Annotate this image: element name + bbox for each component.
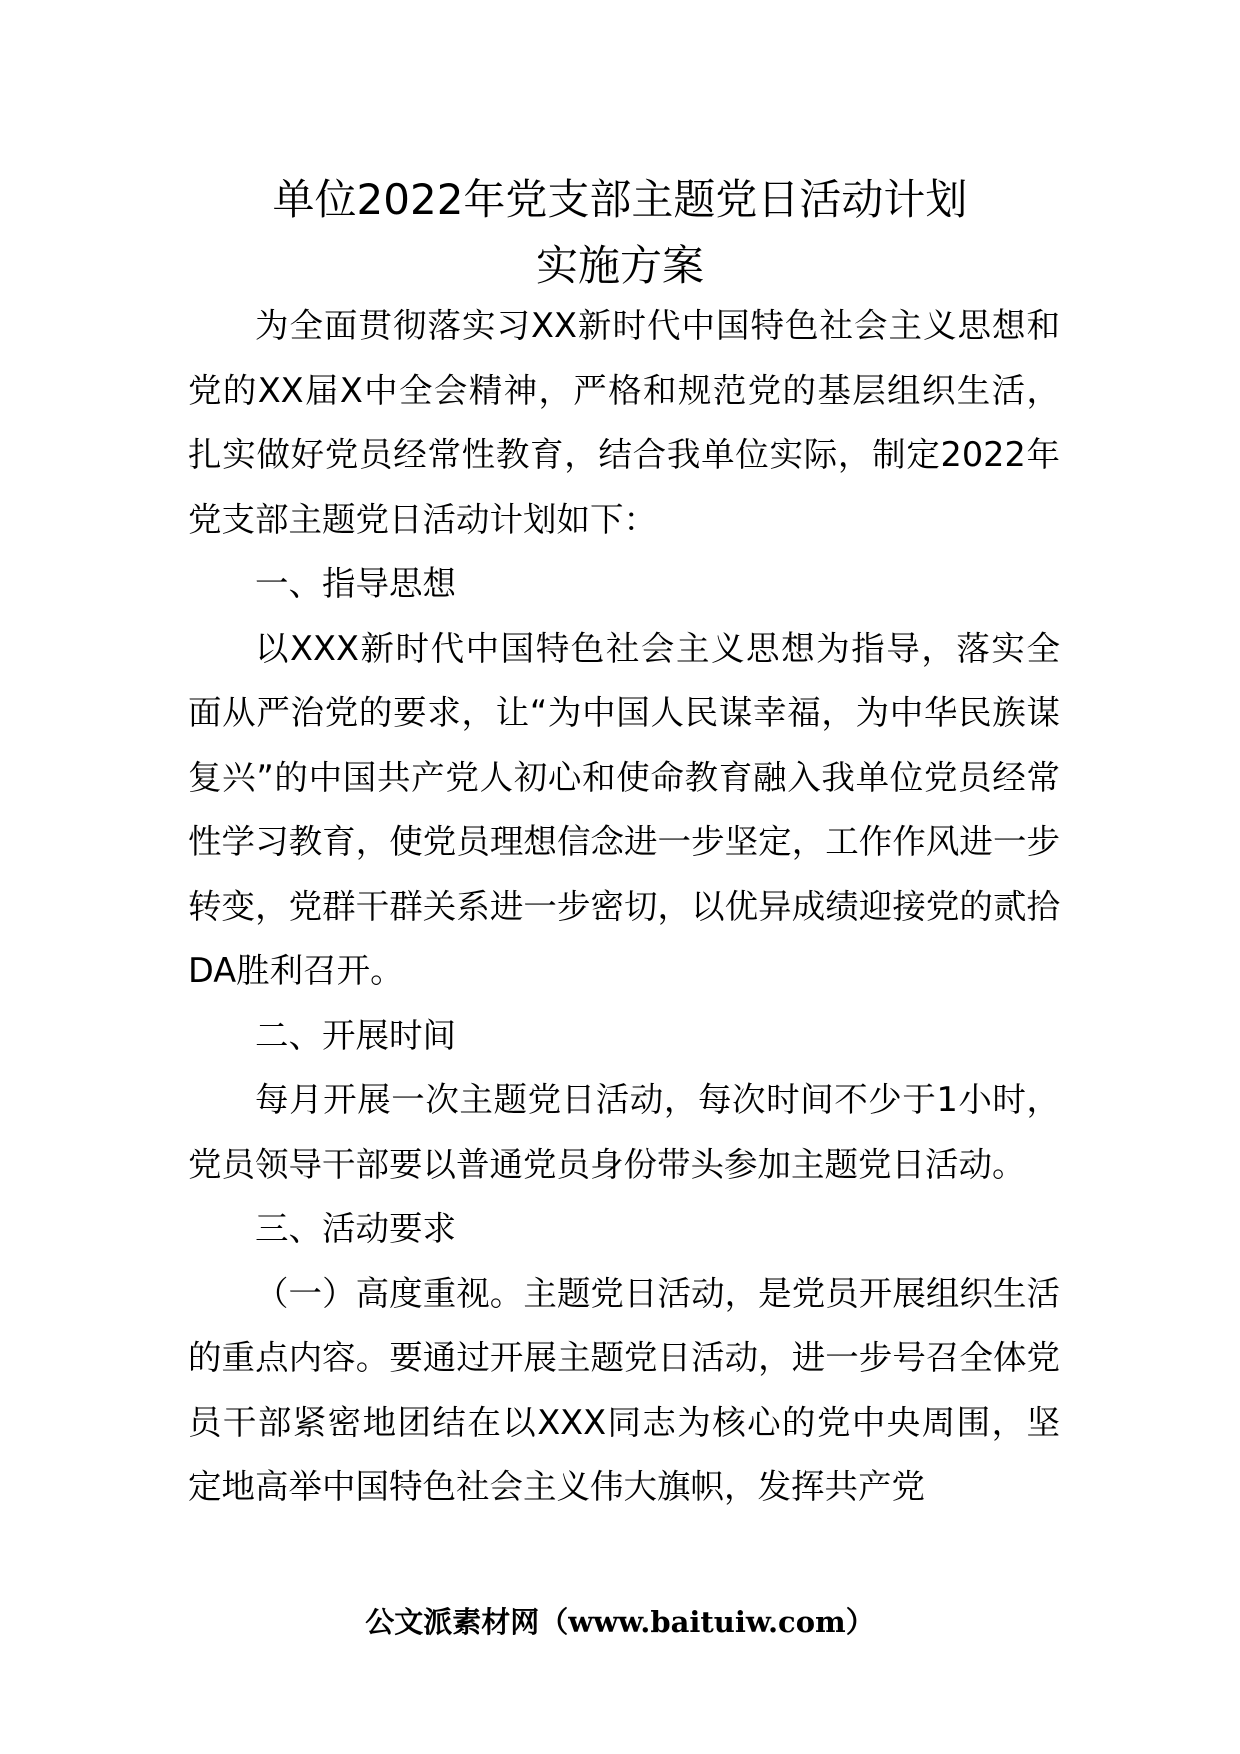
document-title-line-2: 实施方案	[535, 241, 704, 290]
section-heading-schedule: 二、开展时间	[255, 1015, 456, 1055]
section-heading-guiding-ideology: 一、指导思想	[255, 564, 456, 603]
section-heading-requirements: 三、活动要求	[255, 1209, 456, 1248]
document-body	[188, 294, 1060, 1520]
requirements-paragraph-1: （一）高度重视。主题党日活动，是党员开展组织生活的重点内容。要通过开展主题党日活动，进一步号召全体党员干部紧密地团结在以XXX同志为核心的党中央周围，坚定地高举中国特色社会主义伟大旗帜，发挥共产党	[188, 1273, 1060, 1506]
footer-watermark: 公文派素材网（www.baituiw.com）	[365, 1605, 875, 1639]
document-title-line-1: 单位2022年党支部主题党日活动计划	[272, 175, 968, 224]
guiding-ideology-paragraph: 以XXX新时代中国特色社会主义思想为指导，落实全面从严治党的要求，让“为中国人民谋幸福，为中华民族谋复兴”的中国共产党人初心和使命教育融入我单位党员经常性学习教育，使党员理想信念进一步坚定，工作作风进一步转变，党群干群关系进一步密切，以优异成绩迎接党的贰拾DA胜利召开。	[188, 628, 1060, 990]
schedule-paragraph: 每月开展一次主题党日活动，每次时间不少于1小时，党员领导干部要以普通党员身份带头参加主题党日活动。	[188, 1080, 1060, 1184]
intro-paragraph: 为全面贯彻落实习XX新时代中国特色社会主义思想和党的XX届X中全会精神，严格和规范党的基层组织生活，扎实做好党员经常性教育，结合我单位实际，制定2022年党支部主题党日活动计划如下：	[188, 306, 1060, 539]
